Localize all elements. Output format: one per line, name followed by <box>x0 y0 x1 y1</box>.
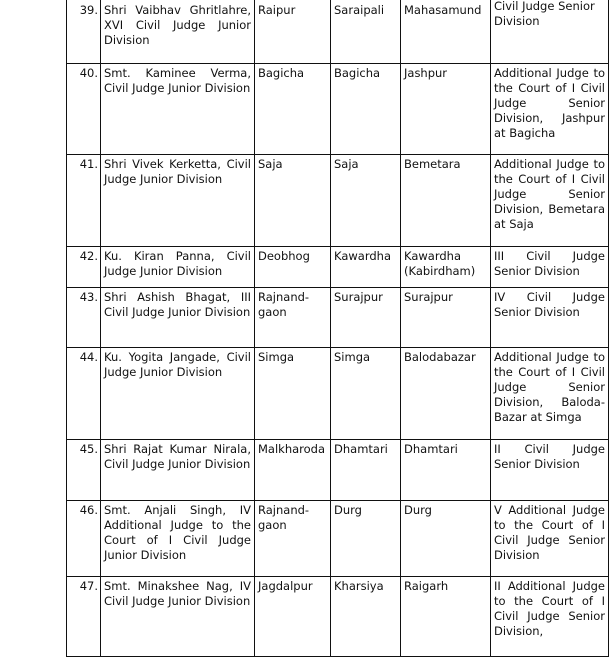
table-row <box>67 501 609 577</box>
officer-name: Shri Vivek Kerketta, Civil Judge Junior Division <box>101 155 255 247</box>
posting: II Civil Judge Senior Division <box>491 440 609 501</box>
serial-number: 43. <box>67 288 101 348</box>
district: Mahasamund <box>401 0 491 64</box>
district: Dhamtari <box>401 440 491 501</box>
table-row <box>67 288 609 348</box>
posting: II Additional Judge to the Court of I Civil Judge Senior Division, <box>491 577 609 657</box>
from-place: Rajnand-gaon <box>255 288 331 348</box>
district: Surajpur <box>401 288 491 348</box>
to-place: Dhamtari <box>331 440 401 501</box>
officer-name: Smt. Minakshee Nag, IV Civil Judge Junior Division <box>101 577 255 657</box>
officer-name: Ku. Yogita Jangade, Civil Judge Junior Division <box>101 348 255 440</box>
to-place: Kawardha <box>331 247 401 288</box>
from-place: Deobhog <box>255 247 331 288</box>
posting <box>491 0 609 64</box>
table-row <box>67 0 609 64</box>
posting: Additional Judge to the Court of I Civil Judge Senior Division, Baloda-Bazar at Simga <box>491 348 609 440</box>
from-place: Malkharoda <box>255 440 331 501</box>
district: Raigarh <box>401 577 491 657</box>
posting-text: Civil Judge Senior Division <box>494 0 595 28</box>
officer-name: Smt. Kaminee Verma, Civil Judge Junior Division <box>101 64 255 155</box>
table-row <box>67 440 609 501</box>
officer-name: Ku. Kiran Panna, Civil Judge Junior Division <box>101 247 255 288</box>
district: Balodabazar <box>401 348 491 440</box>
to-place: Durg <box>331 501 401 577</box>
district: Kawardha (Kabirdham) <box>401 247 491 288</box>
posting: IV Civil Judge Senior Division <box>491 288 609 348</box>
serial-number: 46. <box>67 501 101 577</box>
table-row <box>67 247 609 288</box>
from-place: Simga <box>255 348 331 440</box>
table-row <box>67 64 609 155</box>
officer-name: Smt. Anjali Singh, IV Additional Judge to the Court of I Civil Judge Junior Division <box>101 501 255 577</box>
to-place: Saja <box>331 155 401 247</box>
to-place: Kharsiya <box>331 577 401 657</box>
to-place: Simga <box>331 348 401 440</box>
to-place: Saraipali <box>331 0 401 64</box>
serial-number: 45. <box>67 440 101 501</box>
from-place: Rajnand-gaon <box>255 501 331 577</box>
serial-number: 41. <box>67 155 101 247</box>
from-place: Bagicha <box>255 64 331 155</box>
from-place: Jagdalpur <box>255 577 331 657</box>
posting: Additional Judge to the Court of I Civil Judge Senior Division, Jashpur at Bagicha <box>491 64 609 155</box>
serial-number: 42. <box>67 247 101 288</box>
serial-number: 47. <box>67 577 101 657</box>
district: Bemetara <box>401 155 491 247</box>
posting: III Civil Judge Senior Division <box>491 247 609 288</box>
table-row <box>67 155 609 247</box>
district: Durg <box>401 501 491 577</box>
table-row <box>67 577 609 657</box>
transfer-table <box>66 0 609 657</box>
from-place: Saja <box>255 155 331 247</box>
to-place: Surajpur <box>331 288 401 348</box>
to-place: Bagicha <box>331 64 401 155</box>
officer-name: Shri Ashish Bhagat, III Civil Judge Junior Division <box>101 288 255 348</box>
posting: Additional Judge to the Court of I Civil Judge Senior Division, Bemetara at Saja <box>491 155 609 247</box>
officer-name: Shri Rajat Kumar Nirala, Civil Judge Junior Division <box>101 440 255 501</box>
posting: V Additional Judge to the Court of I Civil Judge Senior Division <box>491 501 609 577</box>
serial-number: 44. <box>67 348 101 440</box>
table-row <box>67 348 609 440</box>
from-place: Raipur <box>255 0 331 64</box>
serial-number: 40. <box>67 64 101 155</box>
officer-name: Shri Vaibhav Ghritlahre, XVI Civil Judge Junior Division <box>101 0 255 64</box>
serial-number: 39. <box>67 0 101 64</box>
district: Jashpur <box>401 64 491 155</box>
